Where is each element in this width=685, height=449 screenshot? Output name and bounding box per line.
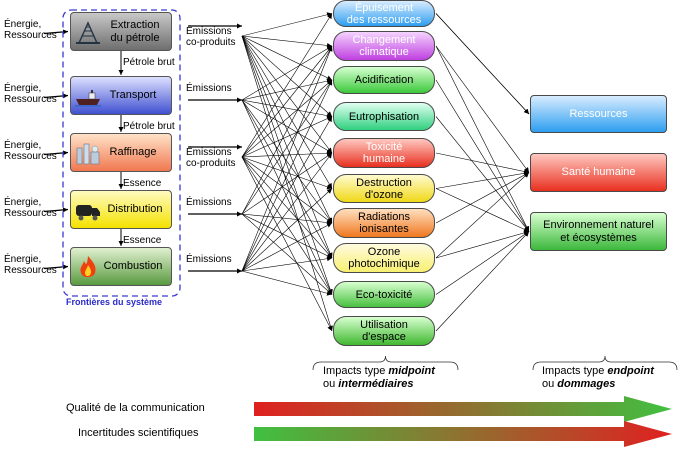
output-label: Émissions bbox=[186, 254, 232, 265]
midpoint-10: Utilisation d'espace bbox=[333, 316, 435, 346]
input-label bbox=[4, 197, 57, 219]
communication-quality-label: Qualité de la communication bbox=[66, 402, 205, 414]
impact-link bbox=[242, 117, 332, 158]
midpoint-caption-alt: intermédiaires bbox=[338, 378, 414, 390]
input-resources: Ressources bbox=[4, 265, 57, 276]
system-boundary-label: Frontières du système bbox=[66, 297, 163, 307]
stage-2 bbox=[70, 76, 172, 115]
impact-link bbox=[242, 14, 332, 37]
flow-label: Pétrole brut bbox=[123, 121, 175, 132]
stage-label: Extraction du pétrole bbox=[110, 18, 160, 44]
impact-link bbox=[242, 258, 332, 271]
refinery-icon bbox=[75, 140, 101, 166]
midpoint-caption bbox=[323, 365, 435, 391]
flow-label: Essence bbox=[123, 178, 162, 189]
impact-link bbox=[242, 46, 332, 214]
gradient-arrow-communication bbox=[254, 396, 672, 422]
endpoint-caption-prefix: Impacts type bbox=[542, 365, 608, 377]
endpoint-caption bbox=[542, 365, 654, 391]
input-energy: Énergie, bbox=[4, 19, 42, 30]
damage-link bbox=[436, 46, 529, 232]
midpoint-caption-prefix: Impacts type bbox=[323, 365, 389, 377]
stage-1 bbox=[70, 12, 172, 51]
midpoint-3: Acidification bbox=[333, 66, 435, 94]
ship-icon bbox=[75, 83, 101, 109]
stage-label: Distribution bbox=[107, 203, 163, 215]
damage-link bbox=[436, 46, 529, 173]
impact-link bbox=[242, 46, 332, 157]
fire-icon bbox=[75, 254, 101, 280]
gradient-arrow-uncertainty bbox=[254, 421, 672, 447]
impact-link bbox=[242, 223, 332, 271]
stage-4 bbox=[70, 190, 172, 229]
impact-link bbox=[242, 80, 332, 100]
midpoint-caption-term: midpoint bbox=[388, 365, 435, 377]
stage-label: Transport bbox=[109, 89, 157, 101]
endpoint-1: Ressources bbox=[530, 95, 667, 133]
oil-pump-icon bbox=[75, 19, 101, 45]
input-label bbox=[4, 83, 57, 105]
damage-link bbox=[436, 232, 529, 259]
midpoint-2: Changement climatique bbox=[333, 31, 435, 61]
input-resources: Ressources bbox=[4, 30, 57, 41]
output-label: Émissions co-produits bbox=[186, 147, 236, 169]
impact-link bbox=[242, 100, 332, 258]
impact-link bbox=[242, 153, 332, 157]
damage-link bbox=[436, 14, 529, 115]
input-label bbox=[4, 254, 57, 276]
input-label bbox=[4, 140, 57, 162]
impact-link bbox=[242, 214, 332, 223]
midpoint-caption-or: ou bbox=[323, 378, 339, 390]
midpoint-4: Eutrophisation bbox=[333, 102, 435, 131]
damage-link bbox=[436, 117, 529, 232]
stage-label: Combustion bbox=[103, 260, 163, 272]
flow-label: Pétrole brut bbox=[123, 57, 175, 68]
impact-link bbox=[242, 157, 332, 223]
stage-3 bbox=[70, 133, 172, 172]
input-resources: Ressources bbox=[4, 94, 57, 105]
input-energy: Énergie, bbox=[4, 83, 42, 94]
impact-link bbox=[242, 80, 332, 271]
stage-5 bbox=[70, 247, 172, 286]
flow-label: Essence bbox=[123, 235, 162, 246]
damage-link bbox=[436, 232, 529, 332]
endpoint-caption-or: ou bbox=[542, 378, 558, 390]
input-resources: Ressources bbox=[4, 151, 57, 162]
midpoint-6: Destruction d'ozone bbox=[333, 174, 435, 203]
damage-link bbox=[436, 189, 529, 232]
midpoint-7: Radiations ionisantes bbox=[333, 208, 435, 238]
truck-icon bbox=[75, 197, 101, 223]
output-label: Émissions co-produits bbox=[186, 26, 236, 48]
output-label: Émissions bbox=[186, 197, 232, 208]
impact-link bbox=[242, 36, 332, 80]
endpoint-2: Santé humaine bbox=[530, 153, 667, 192]
endpoint-3: Environnement naturel et écosystèmes bbox=[530, 212, 667, 251]
input-resources: Ressources bbox=[4, 208, 57, 219]
impact-link bbox=[242, 36, 332, 117]
scientific-uncertainty-label: Incertitudes scientifiques bbox=[78, 427, 199, 439]
midpoint-1: Épuisement des ressources bbox=[333, 0, 435, 27]
impact-link bbox=[242, 189, 332, 272]
midpoint-5: Toxicité humaine bbox=[333, 138, 435, 168]
midpoint-8: Ozone photochimique bbox=[333, 243, 435, 273]
stage-label: Raffinage bbox=[109, 146, 157, 158]
output-label: Émissions bbox=[186, 83, 232, 94]
impact-link bbox=[242, 214, 332, 258]
endpoint-caption-term: endpoint bbox=[607, 365, 654, 377]
endpoint-caption-alt: dommages bbox=[557, 378, 616, 390]
input-energy: Énergie, bbox=[4, 140, 42, 151]
input-energy: Énergie, bbox=[4, 254, 42, 265]
damage-link bbox=[436, 232, 529, 295]
input-energy: Énergie, bbox=[4, 197, 42, 208]
impact-link bbox=[242, 153, 332, 271]
midpoint-9: Eco-toxicité bbox=[333, 281, 435, 308]
input-label bbox=[4, 19, 57, 41]
impact-link bbox=[242, 36, 332, 46]
damage-link bbox=[436, 173, 529, 189]
